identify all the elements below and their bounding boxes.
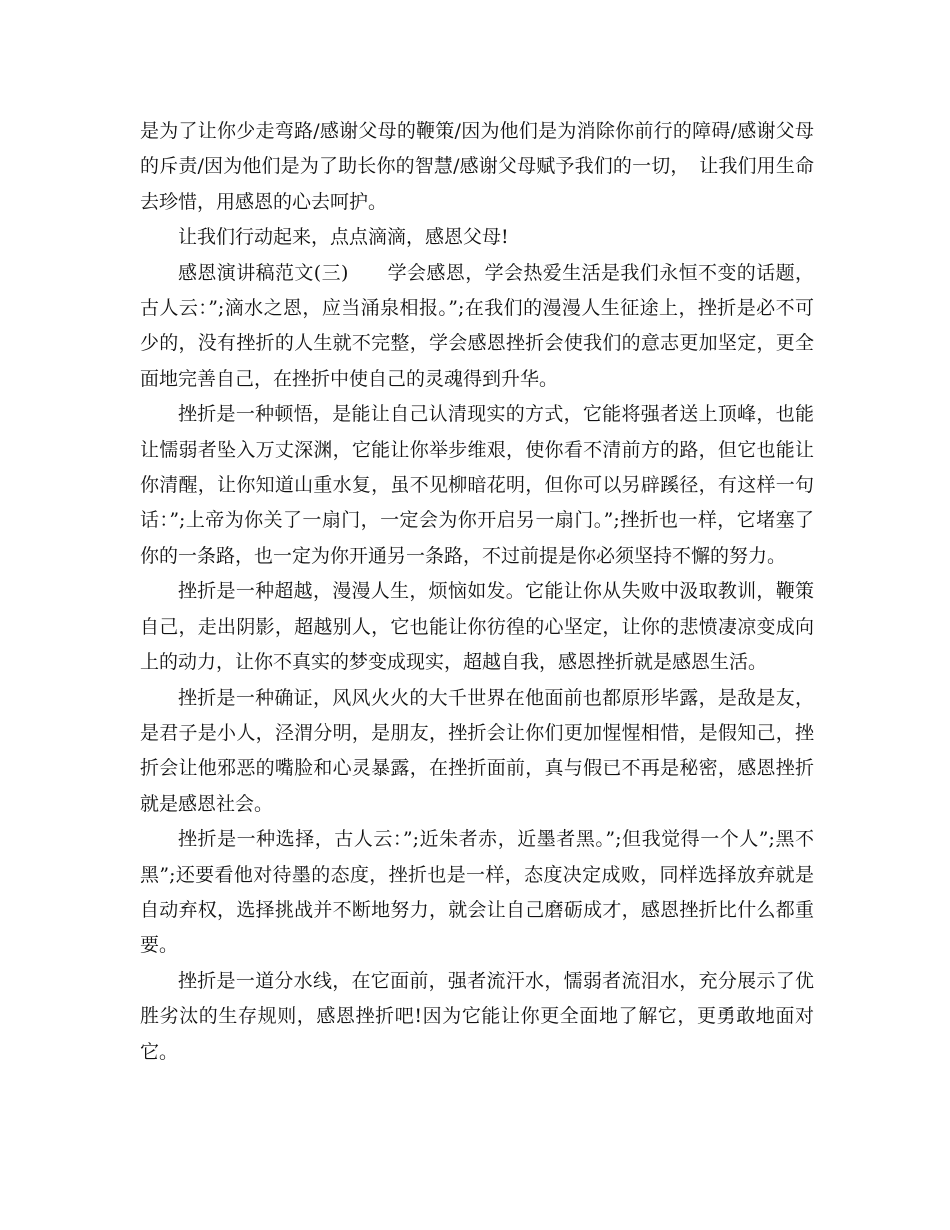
paragraph-1: 是为了让你少走弯路/感谢父母的鞭策/因为他们是为消除你前行的障碍/感谢父母的斥责/因为他们是为了助长你的智慧/感谢父母赋予我们的一切， 让我们用生命去珍惜，用感恩的心去呵护。: [140, 120, 814, 213]
paragraph-4: 挫折是一种顿悟，是能让自己认清现实的方式，它能将强者送上顶峰，也能让懦弱者坠入万丈深渊，它能让你举步维艰，使你看不清前方的路，但它也能让你清醒，让你知道山重水复，虽不见柳暗花明，但你可以另辟蹊径，有这样一句话：”;上帝为你关了一扇门，一定会为你开启另一扇门。”;挫折也一样，它堵塞了你的一条路，也一定为你开通另一条路，不过前提是你必须坚持不懈的努力。: [140, 403, 814, 567]
paragraph-8: 挫折是一道分水线，在它面前，强者流汗水，懦弱者流泪水，充分展示了优胜劣汰的生存规则，感恩挫折吧!因为它能让你更全面地了解它，更勇敢地面对它。: [140, 969, 814, 1063]
paragraph-3: 感恩演讲稿范文(三) 学会感恩，学会热爱生活是我们永恒不变的话题，古人云：”;滴水之恩，应当涌泉相报。”;在我们的漫漫人生征途上，挫折是必不可少的，没有挫折的人生就不完整，学会感恩挫折会使我们的意志更加坚定，更全面地完善自己，在挫折中使自己的灵魂得到升华。: [140, 261, 814, 390]
paragraph-6: 挫折是一种确证，风风火火的大千世界在他面前也都原形毕露，是敌是友，是君子是小人，泾渭分明，是朋友，挫折会让你们更加惺惺相惜，是假知己，挫折会让他邪恶的嘴脸和心灵暴露，在挫折面前，真与假已不再是秘密，感恩挫折就是感恩社会。: [140, 686, 814, 815]
paragraph-7: 挫折是一种选择，古人云：”;近朱者赤，近墨者黑。”;但我觉得一个人”;黑不黑”;还要看他对待墨的态度，挫折也是一样，态度决定成败，同样选择放弃就是自动弃权，选择挑战并不断地努力，就会让自己磨砺成才，感恩挫折比什么都重要。: [140, 828, 814, 957]
paragraph-2: 让我们行动起来，点点滴滴，感恩父母!: [178, 226, 509, 249]
paragraph-5: 挫折是一种超越，漫漫人生，烦恼如发。它能让你从失败中汲取教训，鞭策自己，走出阴影，超越别人，它也能让你彷徨的心坚定，让你的悲愤凄凉变成向上的动力，让你不真实的梦变成现实，超越自我，感恩挫折就是感恩生活。: [140, 580, 814, 674]
document-body: [140, 114, 814, 1070]
